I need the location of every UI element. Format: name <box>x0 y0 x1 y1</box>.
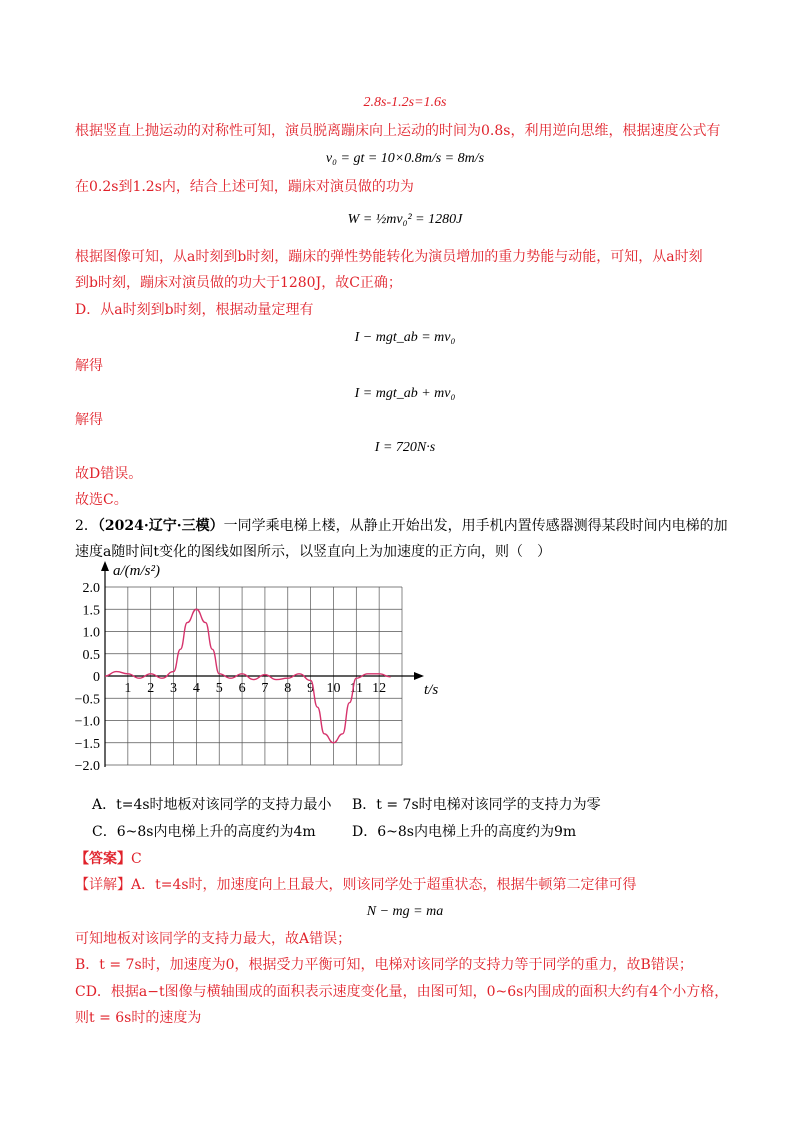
y-axis-arrow <box>101 561 109 571</box>
x-tick-label: 10 <box>326 681 341 696</box>
explanation-line: 【详解】A．t=4s时，加速度向上且最大，则该同学处于超重状态，根据牛顿第二定律可得 <box>75 877 637 893</box>
x-tick-label: 5 <box>215 681 223 696</box>
y-tick-label: 1.0 <box>82 625 100 641</box>
y-tick-label: −1.0 <box>74 714 100 730</box>
explanation-line: 则t = 6s时的速度为 <box>75 1010 202 1026</box>
y-tick-label: 2.0 <box>82 581 100 596</box>
text-line: 故选C。 <box>75 492 128 508</box>
equation-newton: N − mg = ma <box>366 904 444 919</box>
text-line: D．从a时刻到b时刻，根据动量定理有 <box>75 302 314 318</box>
x-tick-label: 6 <box>238 681 246 696</box>
chart-svg <box>60 555 440 785</box>
text-line: 在0.2s到1.2s内，结合上述可知，蹦床对演员做的功为 <box>75 179 414 195</box>
x-axis-label: t/s <box>424 682 439 698</box>
question-number: 2． <box>75 518 98 534</box>
question-source: （2024·辽宁·三模） <box>97 518 224 534</box>
x-tick-label: 7 <box>261 681 269 696</box>
x-tick-label: 8 <box>284 681 292 696</box>
question-line <box>75 516 735 536</box>
y-tick-label: 0 <box>93 670 100 685</box>
equation-impulse-value: I = 720N·s <box>374 440 436 455</box>
answer-value: C <box>131 851 142 867</box>
option-b[interactable]: B．t = 7s时电梯对该同学的支持力为零 <box>352 797 601 813</box>
y-tick-label: 0.5 <box>82 647 100 663</box>
y-tick-label: 1.5 <box>82 603 100 619</box>
answer-line <box>75 849 735 869</box>
answer-label: 【答案】 <box>75 851 131 867</box>
text-line: 到b时刻，蹦床对演员做的功大于1280J，故C正确； <box>75 275 402 291</box>
text-line: 根据图像可知，从a时刻到b时刻，蹦床的弹性势能转化为演员增加的重力势能与动能，可知，从a时刻 <box>75 249 703 265</box>
explanation-line: CD．根据a−t图像与横轴围成的面积表示速度变化量，由图可知，0~6s内围成的面积大约有4个小方格， <box>75 984 729 1000</box>
equation-time: 2.8s-1.2s=1.6s <box>363 95 447 110</box>
y-axis-label: a/(m/s²) <box>113 563 160 579</box>
y-tick-label: −1.5 <box>74 736 100 752</box>
text-line: 解得 <box>75 412 103 428</box>
option-c[interactable]: C．6~8s内电梯上升的高度约为4m <box>92 824 316 840</box>
question-line: 速度a随时间t变化的图线如图所示，以竖直向上为加速度的正方向，则（ ） <box>75 544 551 560</box>
x-tick-label: 3 <box>170 681 178 696</box>
option-a[interactable]: A．t=4s时地板对该同学的支持力最小 <box>92 797 332 813</box>
option-d[interactable]: D．6~8s内电梯上升的高度约为9m <box>352 824 577 840</box>
equation-work: W = ½mv₀² = 1280J <box>347 212 463 227</box>
equation-v0: v₀ = gt = 10×0.8m/s = 8m/s <box>325 151 485 166</box>
y-tick-label: −0.5 <box>74 692 100 708</box>
text-line: 故D错误。 <box>75 466 143 482</box>
x-axis-arrow <box>414 672 424 680</box>
x-tick-label: 12 <box>372 681 387 696</box>
equation-impulse: I − mgt_ab = mv₀ <box>354 330 456 345</box>
text-line: 根据竖直上抛运动的对称性可知，演员脱离蹦床向上运动的时间为0.8s，利用逆向思维，根据速度公式有 <box>75 123 721 139</box>
explanation-line: 可知地板对该同学的支持力最大，故A错误； <box>75 931 352 947</box>
explanation-line: B．t = 7s时，加速度为0，根据受力平衡可知，电梯对该同学的支持力等于同学的重力，故B错误； <box>75 957 693 973</box>
x-tick-label: 9 <box>307 681 315 696</box>
x-tick-label: 1 <box>124 681 132 696</box>
question-text: 一同学乘电梯上楼，从静止开始出发，用手机内置传感器测得某段时间内电梯的加 <box>223 518 728 534</box>
text-line: 解得 <box>75 358 103 374</box>
x-tick-label: 4 <box>192 681 200 696</box>
x-tick-label: 11 <box>349 681 364 696</box>
equation-impulse-solved: I = mgt_ab + mv₀ <box>354 386 456 401</box>
x-tick-label: 2 <box>147 681 155 696</box>
y-tick-label: −2.0 <box>74 759 100 774</box>
acceleration-time-chart <box>60 555 440 785</box>
